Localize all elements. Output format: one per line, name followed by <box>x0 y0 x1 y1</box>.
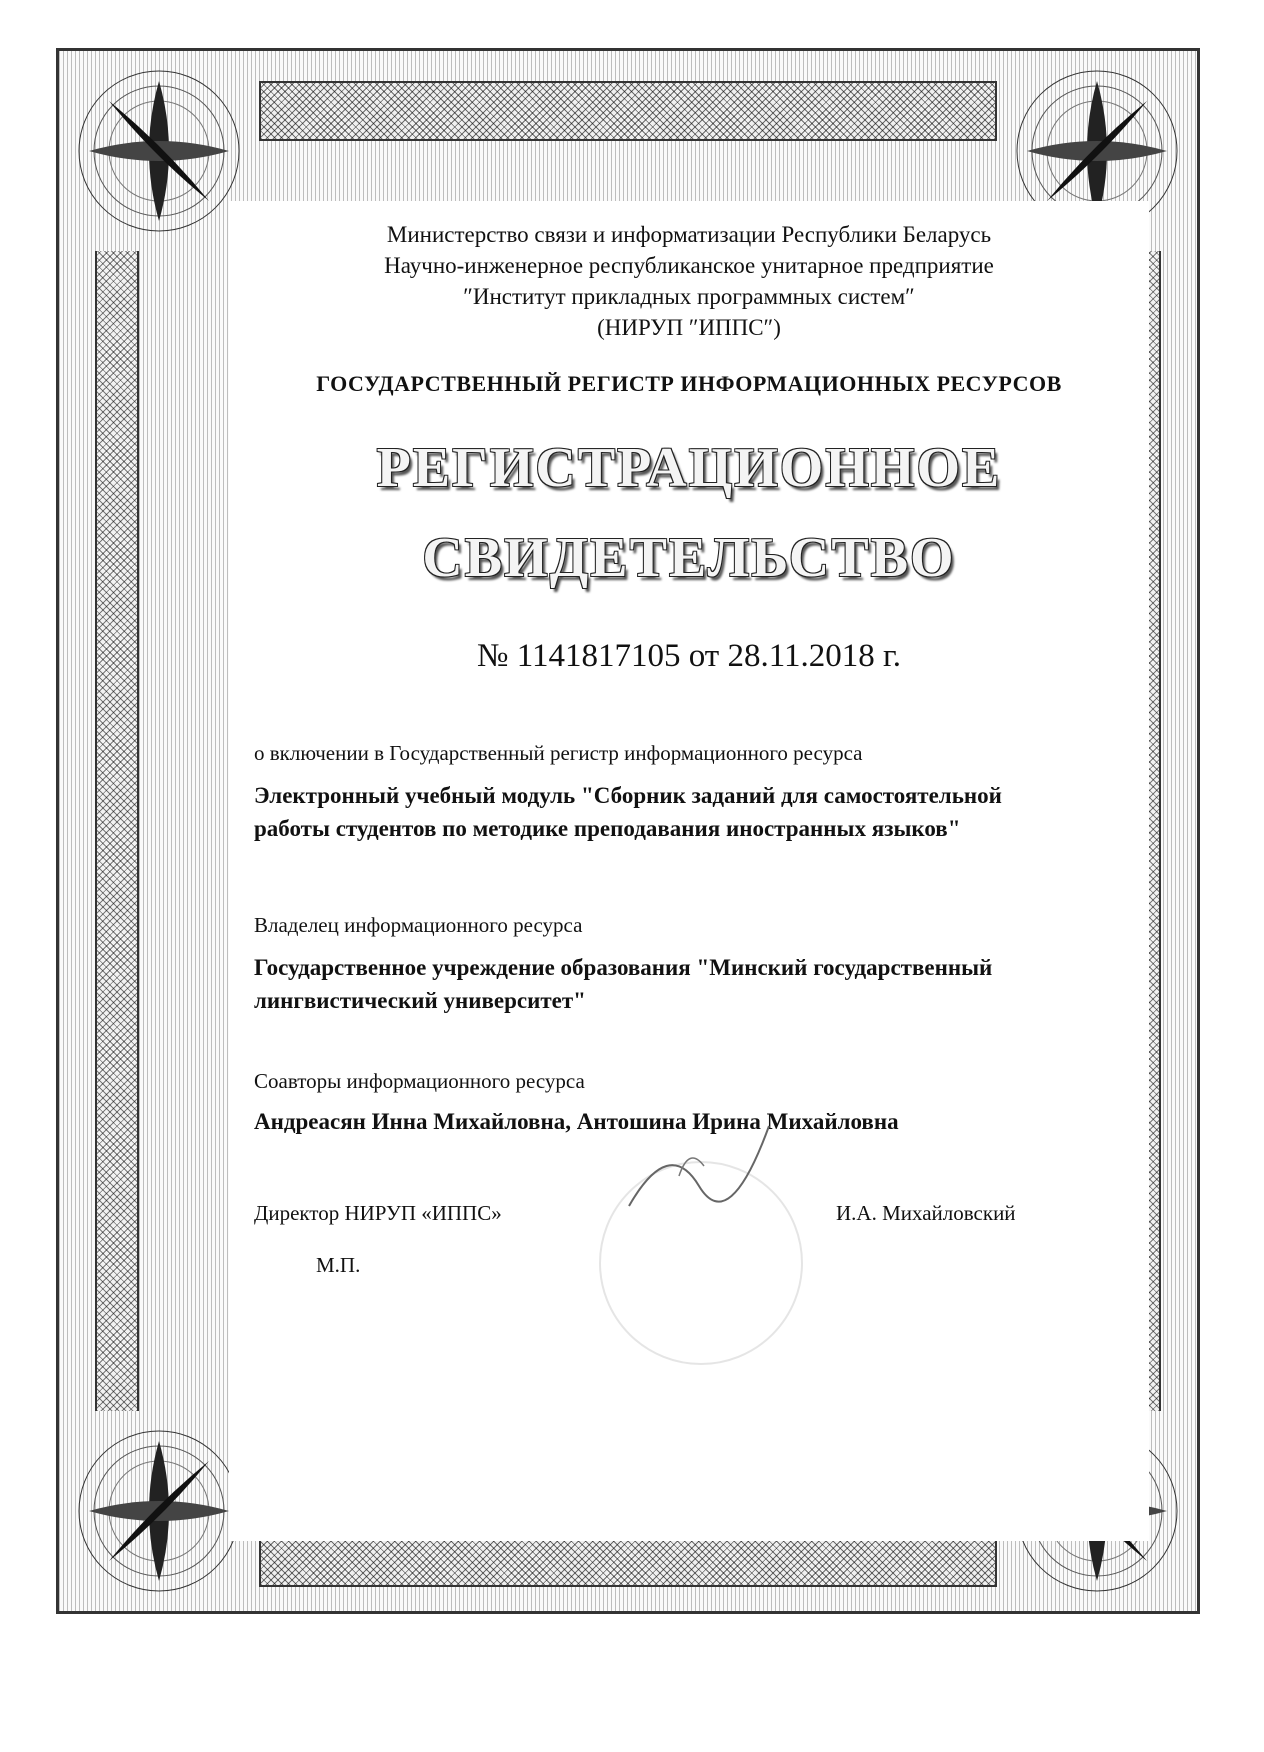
certificate-title-line1: РЕГИСТРАЦИОННОЕ <box>376 437 1002 499</box>
border-band-top <box>259 81 997 141</box>
seal-label: М.П. <box>316 1253 361 1277</box>
enterprise-line: Научно-инженерное республиканское унитарное предприятие <box>384 253 994 278</box>
director-title: Директор НИРУП «ИППС» <box>254 1201 502 1225</box>
corner-ornament-icon <box>69 1421 249 1601</box>
registry-title: ГОСУДАРСТВЕННЫЙ РЕГИСТР ИНФОРМАЦИОННЫХ РЕСУРСОВ <box>316 371 1062 396</box>
coauthors-names: Андреасян Инна Михайловна, Антошина Ирина Михайловна <box>254 1109 899 1134</box>
inclusion-label: о включении в Государственный регистр информационного ресурса <box>254 741 863 765</box>
coauthors-label: Соавторы информационного ресурса <box>254 1069 585 1093</box>
corner-ornament-icon <box>69 61 249 241</box>
certificate-paper <box>229 201 1149 1541</box>
owner-label: Владелец информационного ресурса <box>254 913 583 937</box>
certificate-border <box>56 48 1200 1614</box>
ministry-line: Министерство связи и информатизации Республики Беларусь <box>386 222 992 247</box>
certificate-number: № 1141817105 от 28.11.2018 г. <box>476 638 902 674</box>
institute-line: ″Институт прикладных программных систем″ <box>463 284 915 309</box>
certificate-title-line2: СВИДЕТЕЛЬСТВО <box>422 527 956 589</box>
director-name: И.А. Михайловский <box>836 1201 1016 1225</box>
institute-abbr: (НИРУП ″ИППС″) <box>597 315 781 340</box>
border-band-left <box>95 251 139 1411</box>
resource-name: Электронный учебный модуль "Сборник заданий для самостоятельной работы студентов по методике преподавания иностранных языков" <box>254 783 1002 841</box>
director-signature <box>609 1106 789 1226</box>
owner-name: Государственное учреждение образования "Минский государственный лингвистический университет" <box>254 955 993 1013</box>
